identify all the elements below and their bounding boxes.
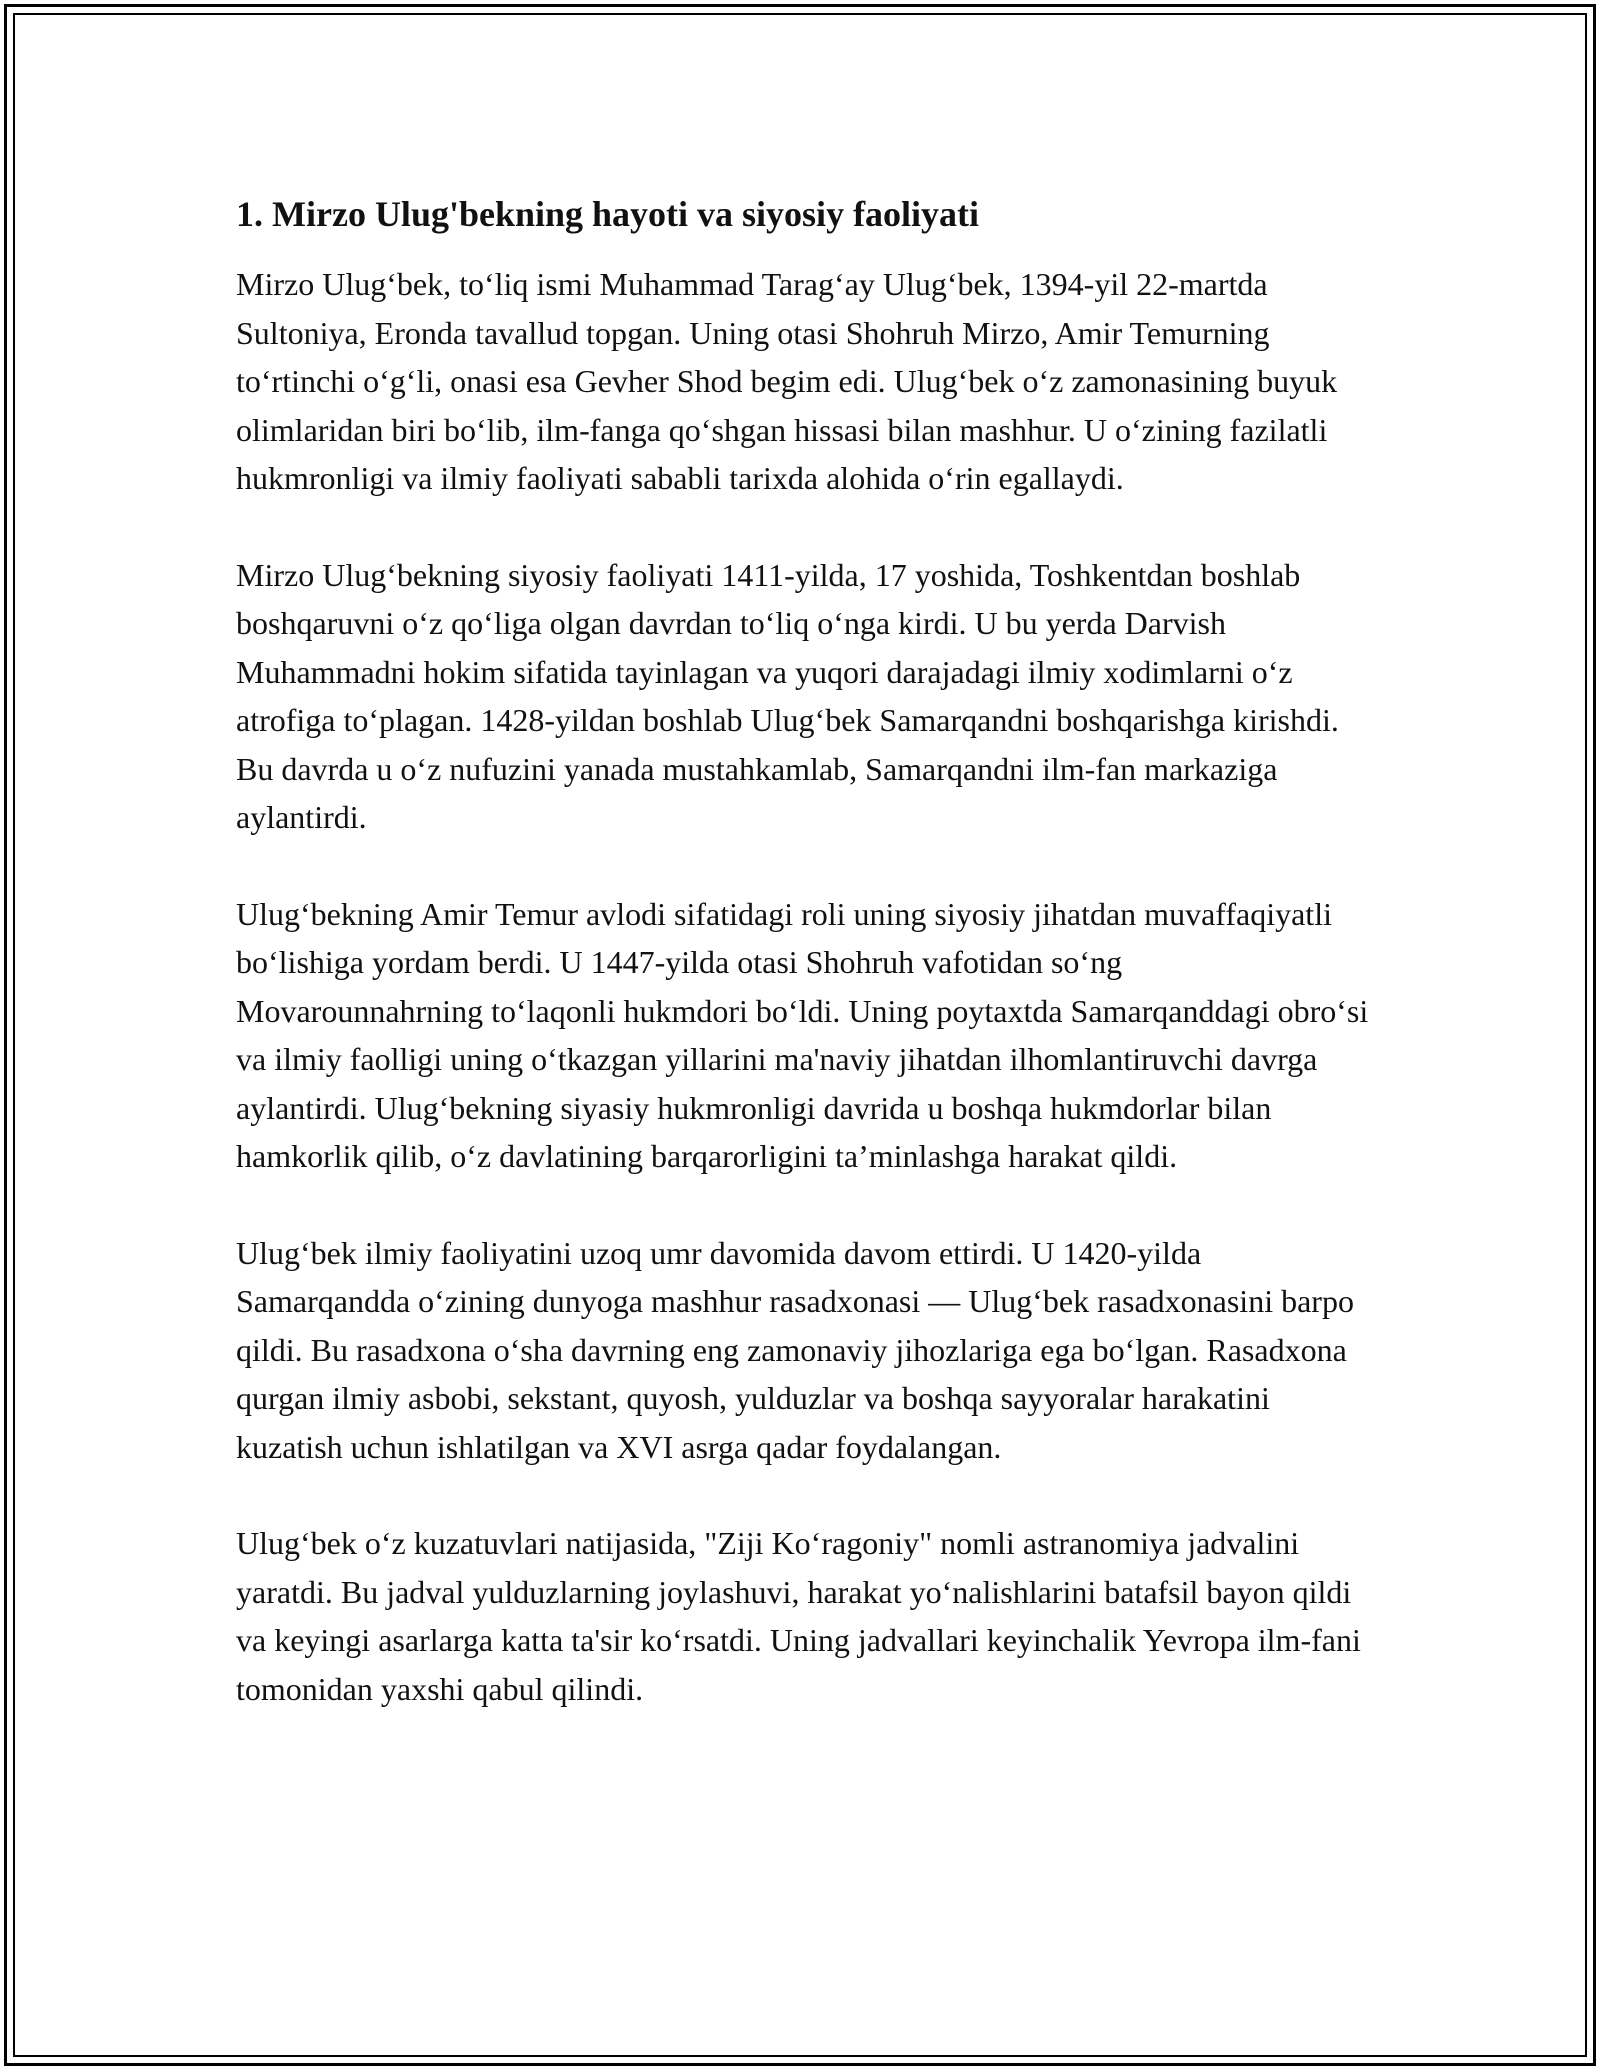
paragraph-birth: Mirzo Ulug‘bek, to‘liq ismi Muhammad Tarag‘ay Ulug‘bek, 1394-yil 22-martda Sultoniya, Eronda tavallud topgan. Uning otasi Shohruh Mirzo, Amir Temurning to‘rtinchi o‘g‘li, onasi esa Gevher Shod begim edi. Ulug‘bek o‘z zamonasining buyuk olimlaridan biri bo‘lib, ilm-fanga qo‘shgan hissasi bilan mashhur. U o‘zining fazilatli hukmronligi va ilmiy faoliyati sababli tarixda alohida o‘rin egallaydi. xyxy=(236,266,1338,496)
document-body xyxy=(236,190,1376,1761)
paragraph-observatory: Ulug‘bek ilmiy faoliyatini uzoq umr davomida davom ettirdi. U 1420-yilda Samarqandda o‘zining dunyoga mashhur rasadxonasi — Ulug‘bek rasadxonasini barpo qildi. Bu rasadxona o‘sha davrning eng zamonaviy jihozlariga ega bo‘lgan. Rasadxona qurgan ilmiy asbobi, sekstant, quyosh, yulduzlar va boshqa sayyoralar harakatini kuzatish uchun ishlatilgan va XVI asrga qadar foydalangan. xyxy=(236,1234,1354,1465)
section-heading: 1. Mirzo Ulug'bekning hayoti va siyosiy faoliyati xyxy=(236,194,980,234)
paragraph-zij: Ulug‘bek o‘z kuzatuvlari natijasida, "Ziji Ko‘ragoniy" nomli astranomiya jadvalini yaratdi. Bu jadval yulduzlarning joylashuvi, harakat yo‘nalishlarini batafsil bayon qildi va keyingi asarlarga katta ta'sir ko‘rsatdi. Uning jadvallari keyinchalik Yevropa ilm-fani tomonidan yaxshi qabul qilindi. xyxy=(236,1525,1361,1707)
paragraph-political-start: Mirzo Ulug‘bekning siyosiy faoliyati 1411-yilda, 17 yoshida, Toshkentdan boshlab boshqaruvni o‘z qo‘liga olgan davrdan to‘liq o‘nga kirdi. U bu yerda Darvish Muhammadni hokim sifatida tayinlagan va yuqori darajadagi ilmiy xodimlarni o‘z atrofiga to‘plagan. 1428-yildan boshlab Ulug‘bek Samarqandni boshqarishga kirishdi. Bu davrda u o‘z nufuzini yanada mustahkamlab, Samarqandni ilm-fan markaziga aylantirdi. xyxy=(236,556,1339,835)
paragraph-ruler-role: Ulug‘bekning Amir Temur avlodi sifatidagi roli uning siyosiy jihatdan muvaffaqiyatli bo‘lishiga yordam berdi. U 1447-yilda otasi Shohruh vafotidan so‘ng Movarounnahrning to‘laqonli hukmdori bo‘ldi. Uning poytaxtda Samarqanddagi obro‘si va ilmiy faolligi uning o‘tkazgan yillarini ma'naviy jihatdan ilhomlantiruvchi davrga aylantirdi. Ulug‘bekning siyasiy hukmronligi davrida u boshqa hukmdorlar bilan hamkorlik qilib, o‘z davlatining barqarorligini ta’minlashga harakat qildi. xyxy=(236,895,1369,1174)
